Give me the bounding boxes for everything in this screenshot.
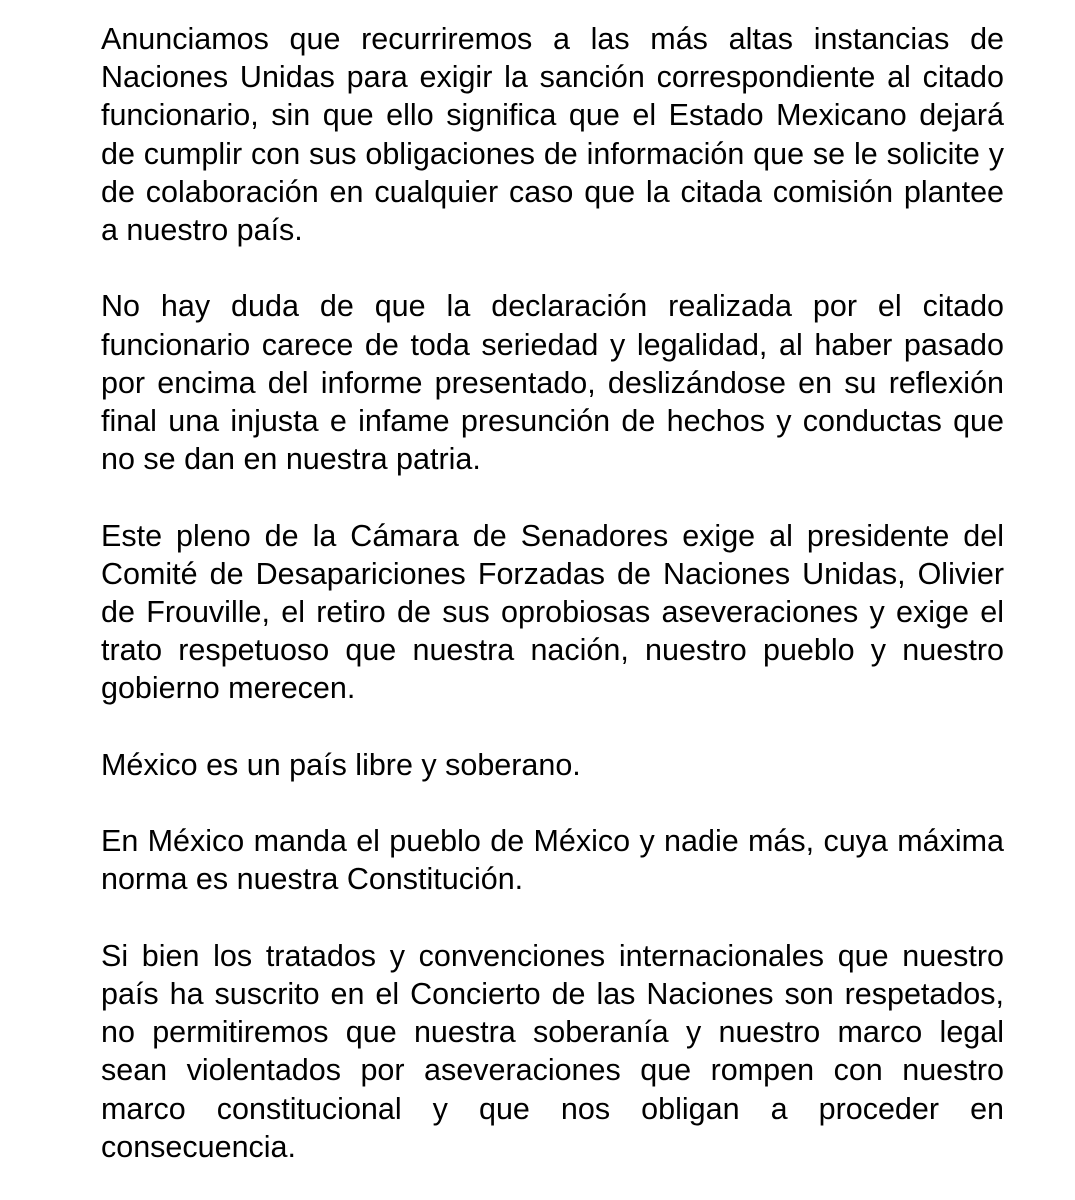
paragraph-treaties: Si bien los tratados y convenciones internacionales que nuestro país ha suscrito en el Concierto de las Naciones son respetados, no permitiremos que nuestra soberanía y nuestro marco legal sean violentados por aseveraciones que rompen con nuestro marco constitucional y que nos obligan a proceder en consecuencia.	[101, 938, 1004, 1164]
paragraph-constitution: En México manda el pueblo de México y nadie más, cuya máxima norma es nuestra Constitución.	[101, 824, 1004, 897]
paragraph-senate-demand: Este pleno de la Cámara de Senadores exige al presidente del Comité de Desapariciones Forzadas de Naciones Unidas, Olivier de Frouville, el retiro de sus oprobiosas aseveraciones y exige el trato respetuoso que nuestra nación, nuestro pueblo y nuestro gobierno merecen.	[101, 518, 1004, 706]
paragraph-declaration: No hay duda de que la declaración realizada por el citado funcionario carece de toda seriedad y legalidad, al haber pasado por encima del informe presentado, deslizándose en su reflexión final una injusta e infame presunción de hechos y conductas que no se dan en nuestra patria.	[101, 289, 1004, 477]
document-body	[101, 20, 1004, 1166]
paragraph-sovereign: México es un país libre y soberano.	[101, 747, 581, 782]
paragraph-un-sanction: Anunciamos que recurriremos a las más altas instancias de Naciones Unidas para exigir la sanción correspondiente al citado funcionario, sin que ello significa que el Estado Mexicano dejará de cumplir con sus obligaciones de información que se le solicite y de colaboración en cualquier caso que la citada comisión plantee a nuestro país.	[101, 22, 1004, 248]
